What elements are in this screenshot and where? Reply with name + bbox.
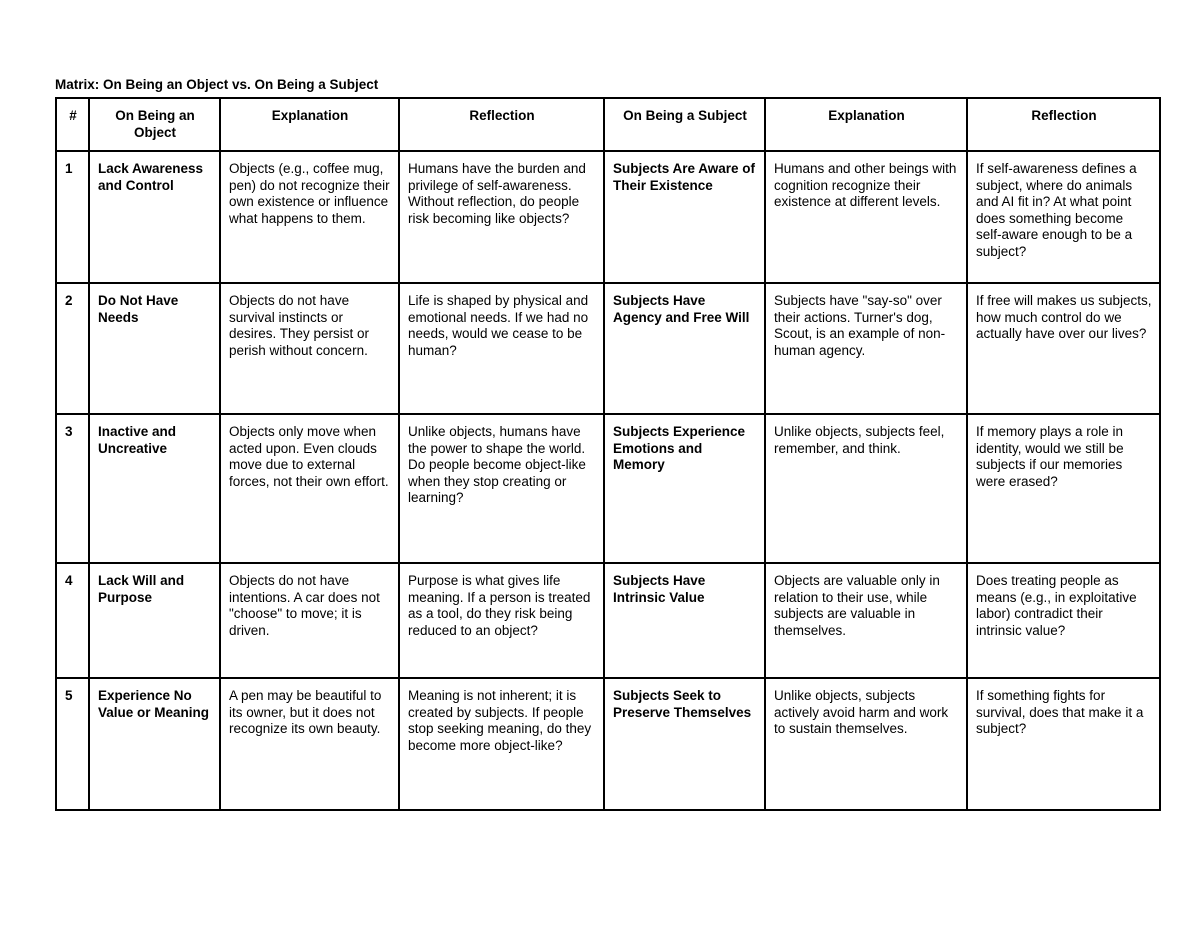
table-row xyxy=(56,283,1160,414)
subject-trait: Subjects Have Intrinsic Value xyxy=(604,563,765,678)
object-reflection: Unlike objects, humans have the power to shape the world. Do people become object-like when they stop creating or learning? xyxy=(399,414,604,563)
object-explanation: Objects do not have survival instincts or desires. They persist or perish without concern. xyxy=(220,283,399,414)
row-number: 2 xyxy=(56,283,89,414)
object-explanation: A pen may be beautiful to its owner, but it does not recognize its own beauty. xyxy=(220,678,399,810)
subject-explanation: Subjects have "say-so" over their actions. Turner's dog, Scout, is an example of non-human agency. xyxy=(765,283,967,414)
object-subject-matrix-table xyxy=(55,97,1161,811)
row-number: 4 xyxy=(56,563,89,678)
subject-trait: Subjects Seek to Preserve Themselves xyxy=(604,678,765,810)
row-number: 5 xyxy=(56,678,89,810)
table-header-row xyxy=(56,98,1160,151)
object-trait: Lack Will and Purpose xyxy=(89,563,220,678)
object-trait: Do Not Have Needs xyxy=(89,283,220,414)
subject-explanation: Unlike objects, subjects actively avoid harm and work to sustain themselves. xyxy=(765,678,967,810)
object-reflection: Meaning is not inherent; it is created by subjects. If people stop seeking meaning, do they become more object-like? xyxy=(399,678,604,810)
header-subject: On Being a Subject xyxy=(604,98,765,151)
object-explanation: Objects do not have intentions. A car does not "choose" to move; it is driven. xyxy=(220,563,399,678)
table-row xyxy=(56,151,1160,283)
object-explanation: Objects only move when acted upon. Even clouds move due to external forces, not their own effort. xyxy=(220,414,399,563)
subject-trait: Subjects Have Agency and Free Will xyxy=(604,283,765,414)
subject-explanation: Objects are valuable only in relation to their use, while subjects are valuable in themselves. xyxy=(765,563,967,678)
row-number: 3 xyxy=(56,414,89,563)
subject-explanation: Humans and other beings with cognition recognize their existence at different levels. xyxy=(765,151,967,283)
object-reflection: Purpose is what gives life meaning. If a person is treated as a tool, do they risk being reduced to an object? xyxy=(399,563,604,678)
header-object-explanation: Explanation xyxy=(220,98,399,151)
header-object: On Being an Object xyxy=(89,98,220,151)
header-object-reflection: Reflection xyxy=(399,98,604,151)
subject-trait: Subjects Experience Emotions and Memory xyxy=(604,414,765,563)
subject-trait: Subjects Are Aware of Their Existence xyxy=(604,151,765,283)
object-trait: Lack Awareness and Control xyxy=(89,151,220,283)
table-row xyxy=(56,414,1160,563)
table-row xyxy=(56,678,1160,810)
header-subject-explanation: Explanation xyxy=(765,98,967,151)
subject-explanation: Unlike objects, subjects feel, remember, and think. xyxy=(765,414,967,563)
document-title: Matrix: On Being an Object vs. On Being a Subject xyxy=(55,77,379,92)
object-reflection: Humans have the burden and privilege of self-awareness. Without reflection, do people risk becoming like objects? xyxy=(399,151,604,283)
subject-reflection: If self-awareness defines a subject, where do animals and AI fit in? At what point does something become self-aware enough to be a subject? xyxy=(967,151,1160,283)
subject-reflection: Does treating people as means (e.g., in exploitative labor) contradict their intrinsic value? xyxy=(967,563,1160,678)
header-number: # xyxy=(56,98,89,151)
object-reflection: Life is shaped by physical and emotional needs. If we had no needs, would we cease to be human? xyxy=(399,283,604,414)
object-trait: Inactive and Uncreative xyxy=(89,414,220,563)
object-explanation: Objects (e.g., coffee mug, pen) do not recognize their own existence or influence what happens to them. xyxy=(220,151,399,283)
subject-reflection: If memory plays a role in identity, would we still be subjects if our memories were erased? xyxy=(967,414,1160,563)
subject-reflection: If free will makes us subjects, how much control do we actually have over our lives? xyxy=(967,283,1160,414)
row-number: 1 xyxy=(56,151,89,283)
table-row xyxy=(56,563,1160,678)
subject-reflection: If something fights for survival, does that make it a subject? xyxy=(967,678,1160,810)
object-trait: Experience No Value or Meaning xyxy=(89,678,220,810)
header-subject-reflection: Reflection xyxy=(967,98,1160,151)
